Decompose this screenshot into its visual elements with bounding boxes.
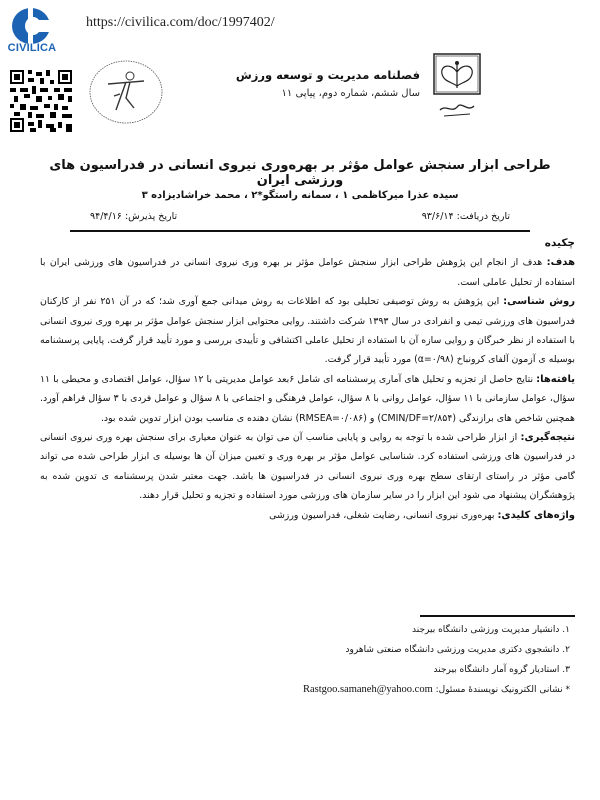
abstract [40, 234, 575, 525]
abstract-text: این پژوهش به روش توصیفی تحلیلی بود که اطلاعات به روش میدانی جمع آوری شد؛ که در آن ۲۵۱ نفر از کارکنان فدراسیون های ورزشی تیمی و انفرادی در سال ۱۳۹۳ شرکت داشتند. روایی محتوایی ابزار سنجش عوامل مؤثر بر بهره وری نیروی انسانی با استفاده از نظر خبرگان و روایی سازه آن با استفاده از تحلیل عاملی اکتشافی و تأییدی بررسی و مورد تأیید قرار گرفت. پایایی پرسشنامه بوسیله ی آزمون آلفای کرونباخ (۰/۹۸=α) مورد تأیید قرار گرفت. [40, 296, 575, 366]
university-logo-icon [432, 52, 482, 126]
footnote-item: ۲. دانشجوی دکتری مدیریت ورزشی دانشگاه صنعتی شاهرود [345, 645, 570, 655]
abstract-conclusion [40, 428, 575, 506]
document-url[interactable]: https://civilica.com/doc/1997402/ [86, 15, 275, 30]
email-label: * نشانی الکترونیک نویسندهٔ مسئول: [435, 685, 570, 695]
article-title: طراحی ابزار سنجش عوامل مؤثر بر بهره‌وری نیروی انسانی در فدراسیون های ورزشی ایران [49, 158, 551, 188]
footnotes [240, 620, 570, 700]
abstract-text: از ابزار طراحی شده با توجه به روایی و پایایی مناسب آن می توان به عنوان معیاری برای سنجش بهره وری نیروی انسانی در فدراسیون های ورزشی استفاده کرد. شناسایی عوامل مؤثر بر بهره وری و تعیین میزان آن ها بوسیله ی ابزار طراحی شده می تواند گامی مؤثر در راستای ارتقای سطح بهره وری نیروی انسانی در فدراسیون ها باشد. جهت معتبر شدن پرسشنامه ی تدوین شده به پژوهشگران پیشنهاد می شود این ابزار را در سایر سازمان های ورزشی مورد استفاده و تجزیه و تحلیل قرار دهند. [40, 432, 575, 502]
footnote-item: ۱. دانشیار مدیریت ورزشی دانشگاه بیرجند [412, 625, 570, 635]
abstract-label: واژه‌های کلیدی: [497, 509, 575, 521]
received-date: تاریخ دریافت: ۹۳/۶/۱۴ [421, 211, 510, 222]
journal-title: فصلنامه مدیریت و توسعه ورزش [235, 68, 420, 82]
journal-emblem-icon [86, 58, 166, 126]
abstract-keywords [40, 506, 575, 525]
abstract-label: یافته‌ها: [536, 373, 575, 385]
article-authors: سیده عذرا میرکاظمی ۱ ، سمانه راستگو*۲ ، محمد خراشادیزاده ۳ [141, 190, 459, 201]
accepted-date: تاریخ پذیرش: ۹۴/۴/۱۶ [90, 211, 178, 222]
email-link[interactable]: Rastgoo.samaneh@yahoo.com [302, 684, 433, 695]
journal-issue: سال ششم، شماره دوم، پیاپی ۱۱ [281, 88, 420, 99]
abstract-text: نتایج حاصل از تجزیه و تحلیل های آماری پرسشنامه ای شامل ۶بعد عوامل مدیریتی با ۱۲ سؤال، عوامل اقتصادی و محیطی با ۱۱ سؤال، عوامل سازمانی با ۱۱ سؤال، عوامل روانی با ۸ سؤال، عوامل فرهنگی و اجتماعی با ۸ سؤال و عوامل فردی با ۳ سؤال فراهم آورد. همچنین شاخص های برازندگی (CMIN/DF=۲/۸۵۴) و (RMSEA=۰/۰۸۶) نشان دهنده ی مناسب بودن ابزار تدوین شده بود. [40, 373, 575, 424]
footnote-divider [420, 615, 575, 617]
abstract-method [40, 292, 575, 370]
abstract-objective [40, 253, 575, 292]
abstract-text: هدف از انجام این پژوهش طراحی ابزار سنجش عوامل مؤثر بر بهره وری نیروی انسانی در فدراسیون های ورزشی ایران با استفاده از تحلیل عاملی است. [40, 257, 575, 288]
header-divider [70, 230, 530, 232]
civilica-logo-text: CIVILICA [7, 42, 57, 54]
qr-code-icon [10, 70, 72, 132]
abstract-findings [40, 370, 575, 428]
footnote-item: ۳. استادیار گروه آمار دانشگاه بیرجند [433, 665, 570, 675]
abstract-text: بهره‌وری نیروی انسانی، رضایت شغلی، فدراسیون ورزشی [269, 509, 498, 521]
journal-info [180, 68, 420, 99]
abstract-label: روش شناسی: [503, 296, 575, 308]
abstract-label: هدف: [546, 257, 575, 269]
abstract-label: نتیجه‌گیری: [520, 432, 575, 444]
abstract-heading: چکیده [544, 237, 575, 249]
footnote-email [240, 680, 570, 700]
